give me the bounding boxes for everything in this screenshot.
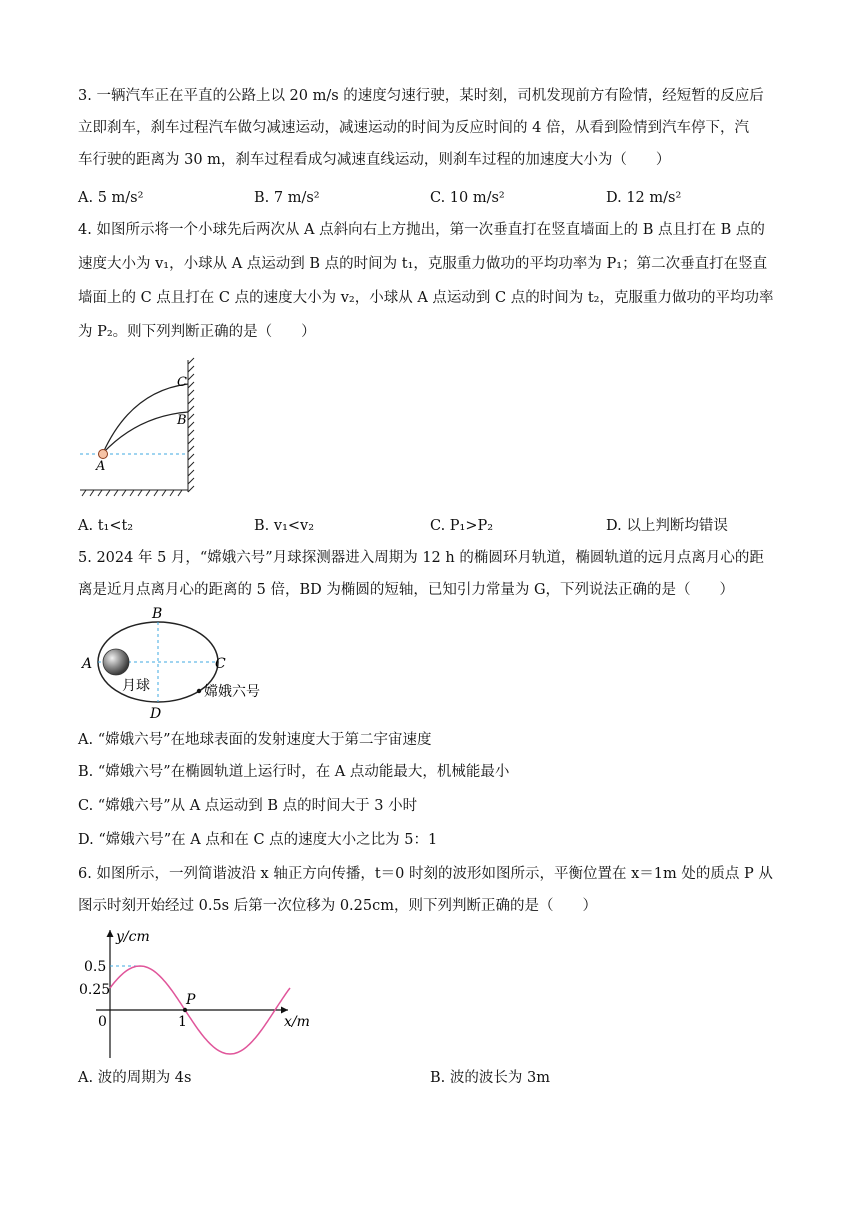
origin-label: 0 [98,1014,107,1030]
q3-option-b: B. 7 m/s² [254,190,320,206]
probe-label: 嫦娥六号 [204,684,260,700]
q4-option-a: A. t₁<t₂ [78,518,134,534]
moon-label: 月球 [122,678,150,694]
q5-option-b: B. “嫦娥六号”在椭圆轨道上运行时，在 A 点动能最大，机械能最小 [78,764,510,780]
probe-dot [197,689,201,693]
label-p: P [186,992,196,1008]
q6-option-b: B. 波的波长为 3m [430,1070,550,1086]
trajectory-to-b [103,412,188,453]
label-c: C [215,656,226,672]
q6-line-1: 6. 如图所示，一列简谐波沿 x 轴正方向传播，t＝0 时刻的波形如图所示，平衡位置在 x＝1m 处的质点 P 从 [78,866,773,882]
q6-line-2: 图示时刻开始经过 0.5s 后第一次位移为 0.25cm，则下列判断正确的是（ ） [78,898,597,914]
q3-option-a: A. 5 m/s² [78,190,144,206]
q5-option-a: A. “嫦娥六号”在地球表面的发射速度大于第二宇宙速度 [78,732,432,748]
y-tick-0-25: 0.25 [79,982,111,998]
x-axis-label: x/m [284,1014,310,1030]
q5-orbit-figure [76,606,296,722]
q4-line-3: 墙面上的 C 点且打在 C 点的速度大小为 v₂，小球从 A 点运动到 C 点的时间为 t₂，克服重力做功的平均功率 [78,290,774,306]
q5-line-1: 5. 2024 年 5 月，“嫦娥六号”月球探测器进入周期为 12 h 的椭圆环月轨道，椭圆轨道的远月点离月心的距 [78,550,764,566]
q5-option-c: C. “嫦娥六号”从 A 点运动到 B 点的时间大于 3 小时 [78,798,418,814]
label-b: B [177,413,187,428]
moon [103,649,129,675]
point-p [183,1008,187,1012]
ball [99,450,108,459]
q6-wave-figure [76,924,326,1058]
q5-line-2: 离是近月点离月心的距离的 5 倍，BD 为椭圆的短轴，已知引力常量为 G，下列说法正确的是（ ） [78,582,735,598]
label-c: C [177,375,187,390]
label-a: A [96,459,106,474]
trajectory-to-c [103,384,188,453]
y-tick-0-5: 0.5 [84,959,107,975]
q6-option-a: A. 波的周期为 4s [78,1070,192,1086]
q5-option-d: D. “嫦娥六号”在 A 点和在 C 点的速度大小之比为 5：1 [78,832,438,848]
q3-line-3: 车行驶的距离为 30 m，刹车过程看成匀减速直线运动，则刹车过程的加速度大小为（ ） [78,152,671,168]
ground-hatching [80,490,188,496]
label-b: B [152,606,163,622]
q3-line-1: 3. 一辆汽车正在平直的公路上以 20 m/s 的速度匀速行驶，某时刻，司机发现前方有险情，经短暂的反应后 [78,88,764,104]
q4-option-b: B. v₁<v₂ [254,518,315,534]
q3-option-c: C. 10 m/s² [430,190,505,206]
q4-line-2: 速度大小为 v₁，小球从 A 点运动到 B 点的时间为 t₁，克服重力做功的平均功率为 P₁；第二次垂直打在竖直 [78,256,768,272]
y-axis-label: y/cm [116,929,150,945]
x-tick-1: 1 [178,1014,187,1030]
q4-option-d: D. 以上判断均错误 [606,518,728,534]
q3-line-2: 立即刹车，刹车过程汽车做匀减速运动，减速运动的时间为反应时间的 4 倍，从看到险情到汽车停下，汽 [78,120,749,136]
q4-projectile-figure [76,356,206,500]
q4-line-1: 4. 如图所示将一个小球先后两次从 A 点斜向右上方抛出，第一次垂直打在竖直墙面上的 B 点且打在 B 点的 [78,222,765,238]
label-a: A [82,656,93,672]
q3-option-d: D. 12 m/s² [606,190,682,206]
label-d: D [150,706,162,722]
wall-hatching [188,358,194,492]
q4-line-4: 为 P₂。则下列判断正确的是（ ） [78,324,316,340]
q4-option-c: C. P₁>P₂ [430,518,494,534]
